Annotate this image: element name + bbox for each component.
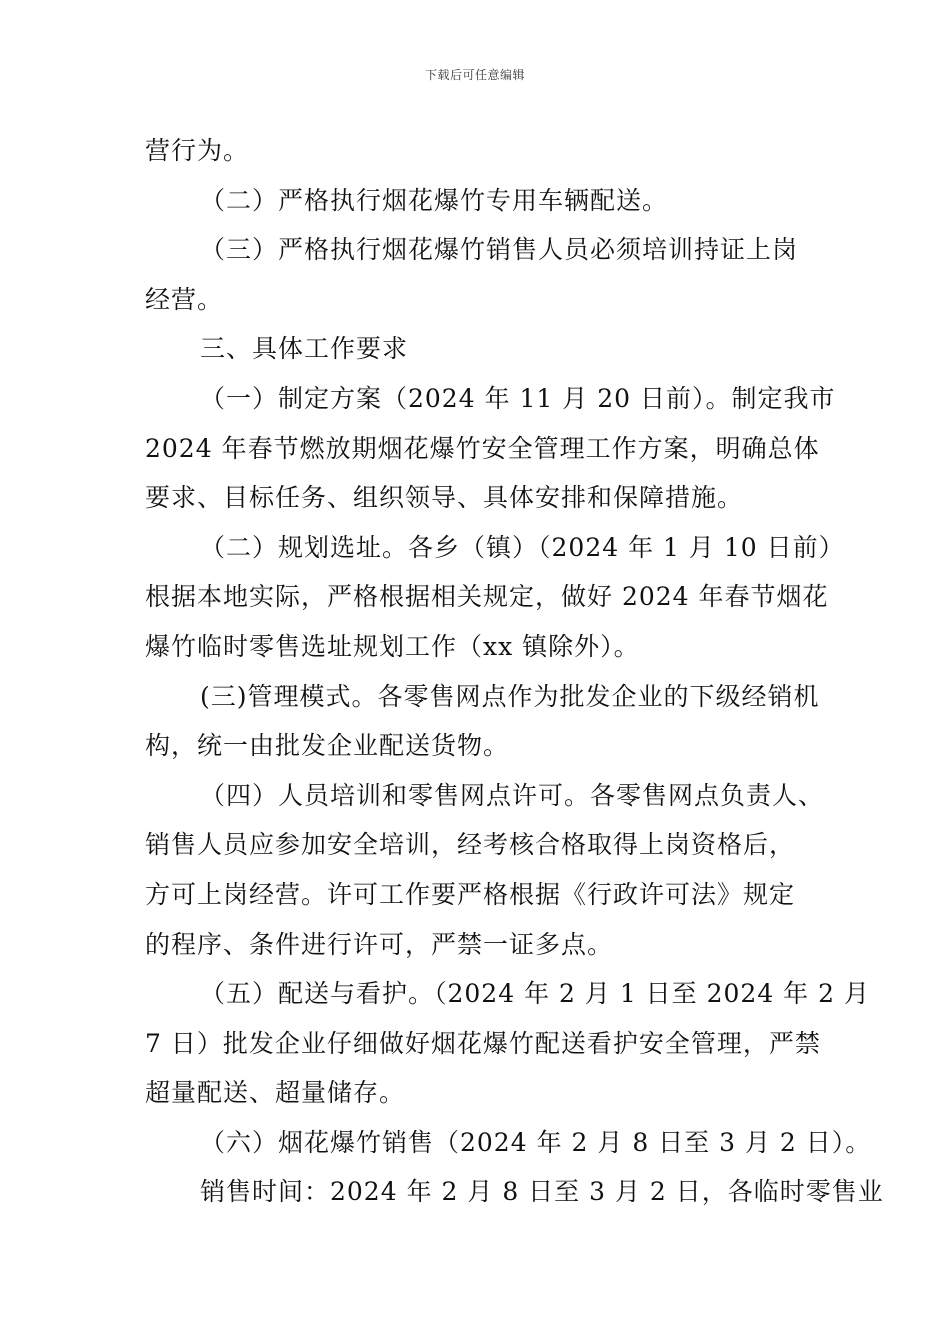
text-line: 超量配送、超量储存。 [145, 1078, 406, 1108]
document-body [145, 126, 884, 1217]
text-line: 7 日）批发企业仔细做好烟花爆竹配送看护安全管理，严禁 [145, 1028, 821, 1058]
text-line: 销售时间：2024 年 2 月 8 日至 3 月 2 日，各临时零售业 [200, 1177, 884, 1207]
text-line: （四）人员培训和零售网点许可。各零售网点负责人、 [200, 780, 825, 810]
text-line: 的程序、条件进行许可，严禁一证多点。 [145, 929, 614, 959]
text-line: 方可上岗经营。许可工作要严格根据《行政许可法》规定 [145, 879, 796, 909]
text-line: 构，统一由批发企业配送货物。 [145, 731, 510, 761]
text-line: 经营。 [145, 284, 224, 314]
section-heading: 三、具体工作要求 [200, 334, 409, 364]
text-line: 根据本地实际，严格根据相关规定，做好 2024 年春节烟花 [145, 582, 829, 612]
text-line: 销售人员应参加安全培训，经考核合格取得上岗资格后， [145, 830, 796, 860]
text-line: （一）制定方案（2024 年 11 月 20 日前）。制定我市 [200, 383, 836, 413]
header-note: 下载后可任意编辑 [424, 68, 525, 82]
text-line: （五）配送与看护。（2024 年 2 月 1 日至 2024 年 2 月 [200, 979, 870, 1009]
text-line: 爆竹临时零售选址规划工作（xx 镇除外）。 [145, 631, 640, 661]
text-line: （六）烟花爆竹销售（2024 年 2 月 8 日至 3 月 2 日）。 [200, 1127, 872, 1157]
text-line: （三）严格执行烟花爆竹销售人员必须培训持证上岗 [200, 235, 799, 265]
text-line: （二）严格执行烟花爆竹专用车辆配送。 [200, 185, 669, 215]
text-line: 营行为。 [145, 136, 250, 165]
text-line: (三)管理模式。各零售网点作为批发企业的下级经销机 [200, 681, 820, 711]
text-line: 要求、目标任务、组织领导、具体安排和保障措施。 [145, 483, 744, 513]
text-line: （二）规划选址。各乡（镇）（2024 年 1 月 10 日前） [200, 532, 845, 562]
text-line: 2024 年春节燃放期烟花爆竹安全管理工作方案，明确总体 [145, 433, 820, 463]
